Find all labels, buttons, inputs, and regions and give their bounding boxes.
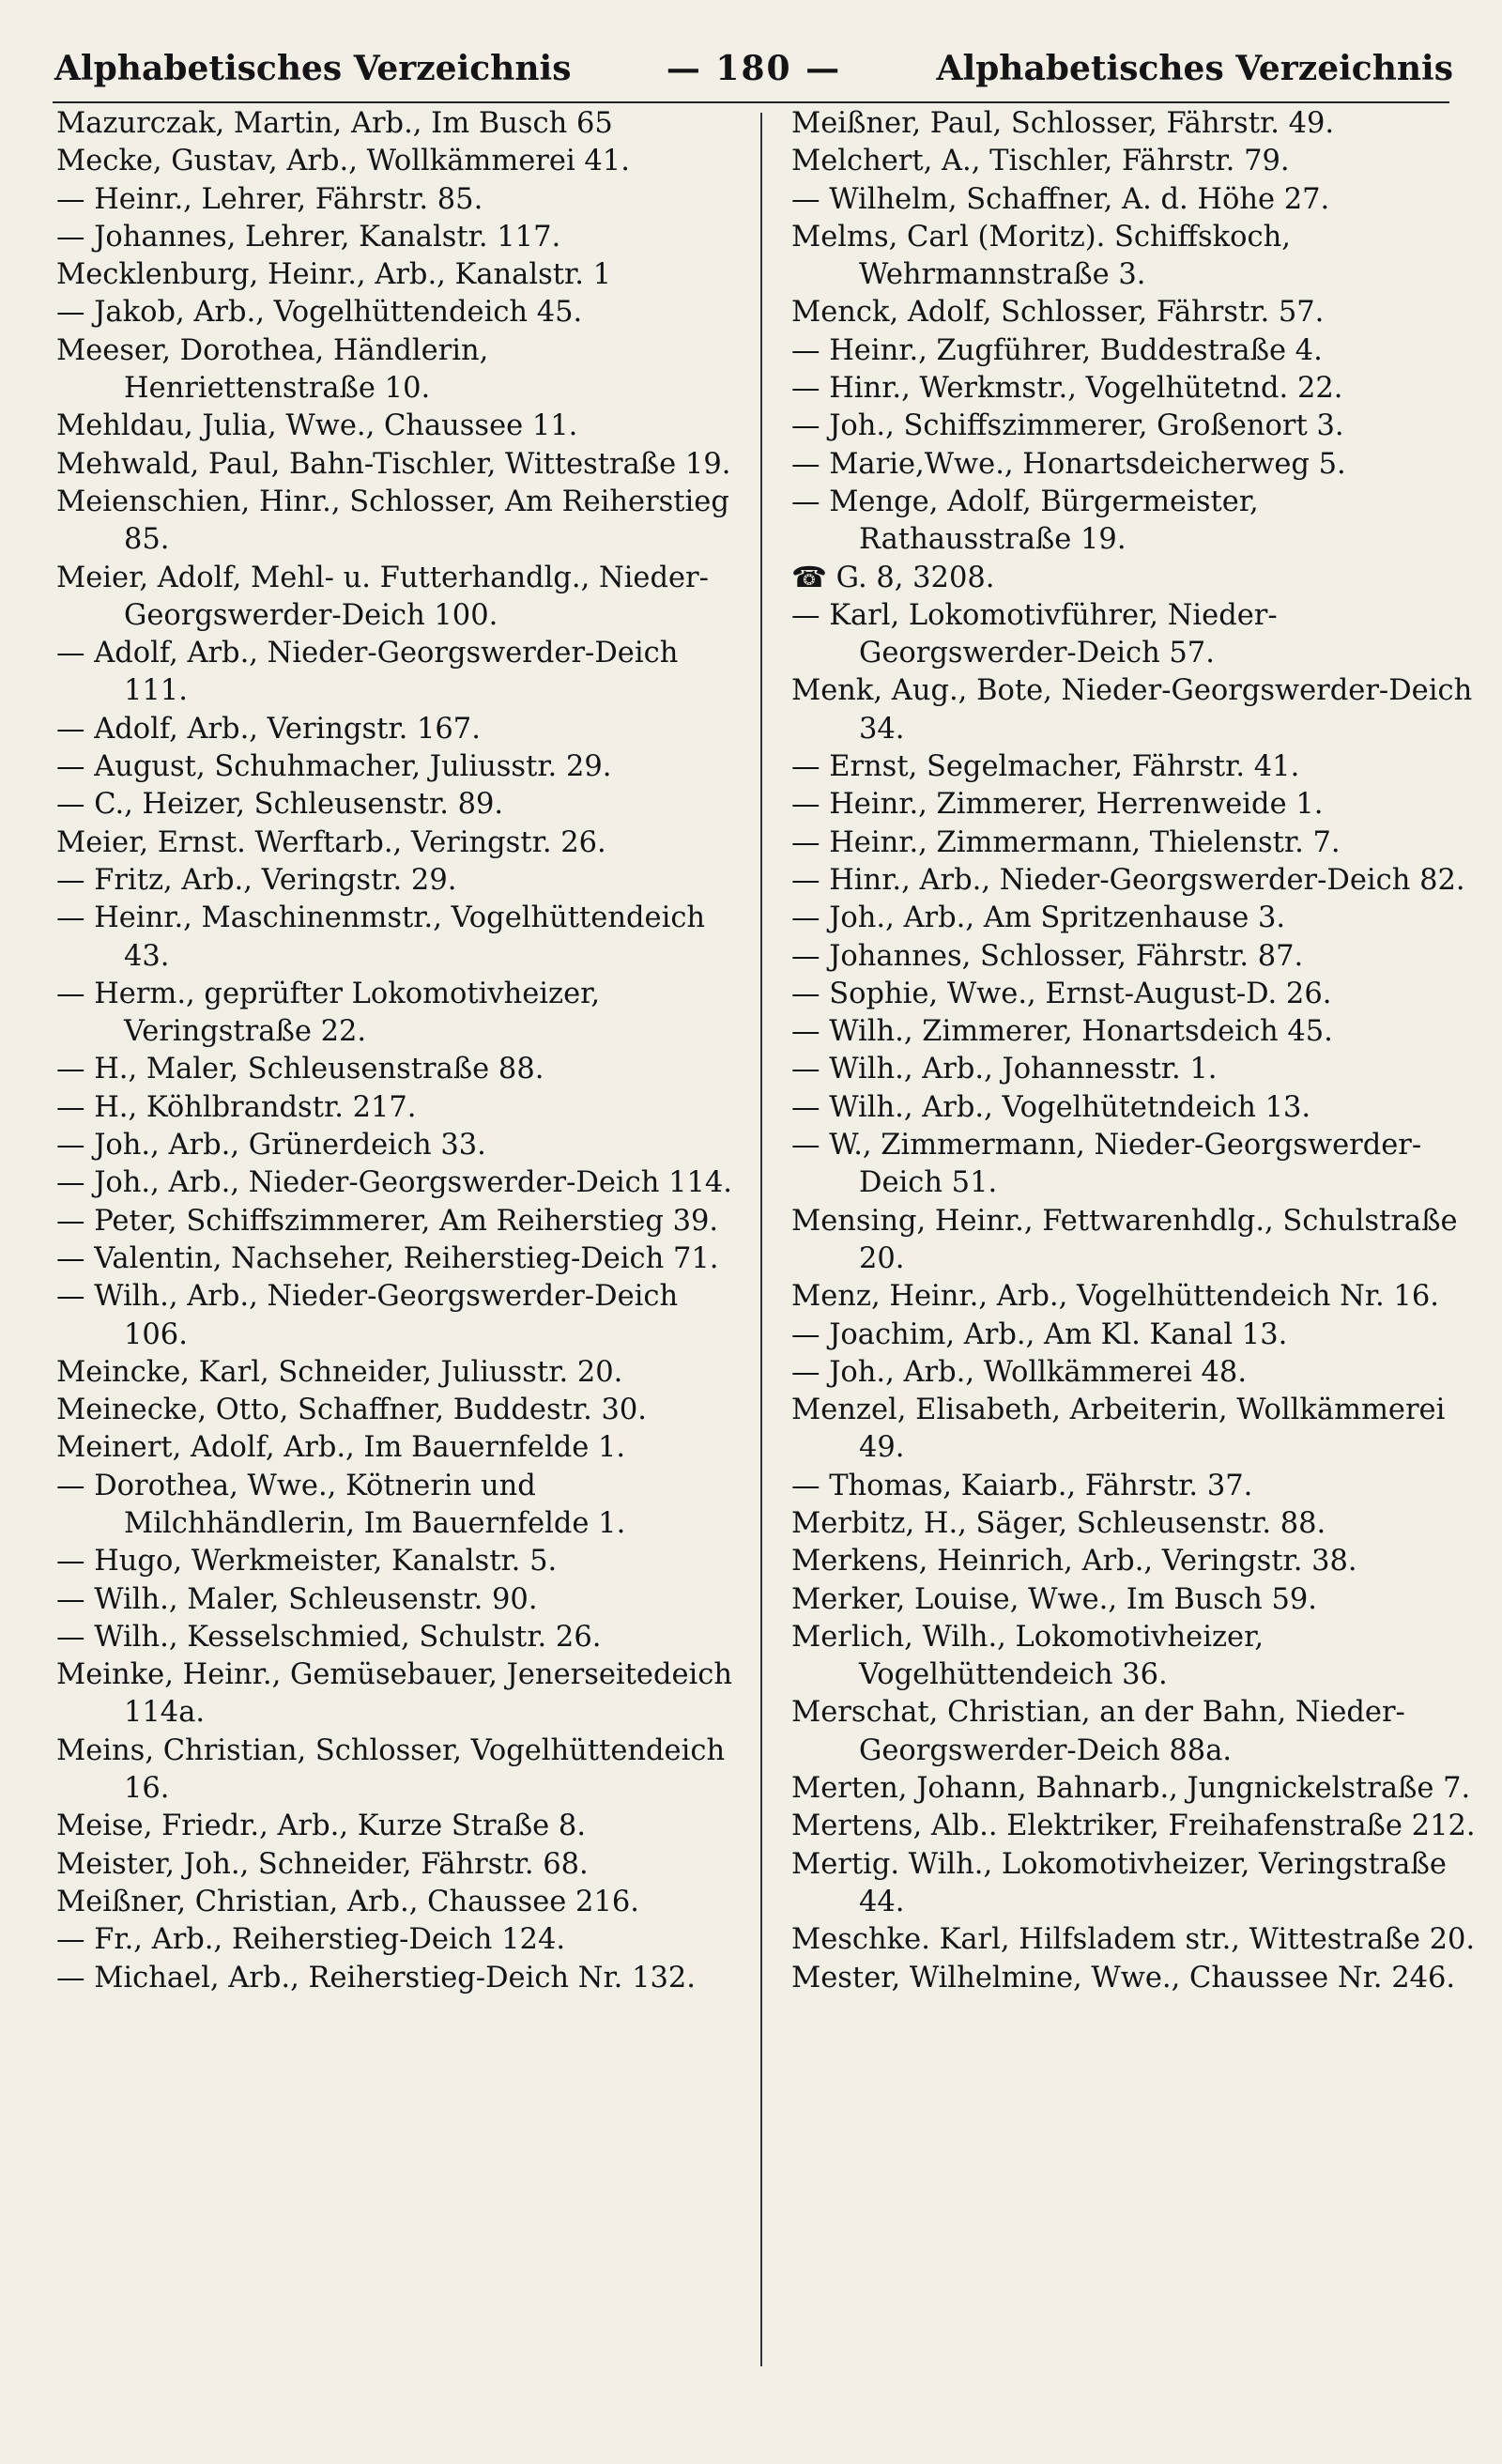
left-column — [56, 105, 742, 1997]
column-divider — [760, 113, 762, 2366]
directory-entry: — W., Zimmermann, Nieder-Georgswerder-Deich 51. — [791, 1129, 1422, 1200]
directory-entry: — Karl, Lokomotivführer, Nieder-Georgswerder-Deich 57. — [791, 598, 1278, 670]
directory-entry: — August, Schuhmacher, Juliusstr. 29. — [56, 750, 612, 784]
header-right-title: Alphabetisches Verzeichnis — [936, 49, 1453, 88]
directory-entry: Mazurczak, Martin, Arb., Im Busch 65 — [56, 107, 613, 140]
directory-entry: — Wilh., Kesselschmied, Schulstr. 26. — [56, 1620, 602, 1654]
header-divider — [53, 101, 1449, 103]
right-column — [791, 105, 1477, 1997]
directory-entry: ☎ G. 8, 3208. — [791, 561, 995, 594]
directory-entry: Merker, Louise, Wwe., Im Busch 59. — [791, 1582, 1318, 1616]
directory-entry: — Michael, Arb., Reiherstieg-Deich Nr. 132. — [56, 1961, 696, 1994]
directory-entry: Merten, Johann, Bahnarb., Jungnickelstraße 7. — [791, 1772, 1471, 1806]
directory-entry: — C., Heizer, Schleusenstr. 89. — [56, 788, 504, 822]
directory-entry: — H., Köhlbrandstr. 217. — [56, 1090, 417, 1124]
directory-entry: — Joh., Arb., Grünerdeich 33. — [56, 1129, 486, 1163]
directory-entry: — Joh., Arb., Am Spritzenhause 3. — [791, 901, 1286, 935]
directory-entry: — Peter, Schiffszimmerer, Am Reiherstieg 39. — [56, 1204, 719, 1238]
directory-entry: Mehwald, Paul, Bahn-Tischler, Wittestraße 19. — [56, 447, 731, 481]
directory-entry: Mertig. Wilh., Lokomotivheizer, Veringstraße 44. — [791, 1847, 1447, 1918]
directory-entry: — Joachim, Arb., Am Kl. Kanal 13. — [791, 1317, 1288, 1351]
directory-entry: Merbitz, H., Säger, Schleusenstr. 88. — [791, 1506, 1326, 1540]
directory-entry: — Wilh., Arb., Nieder-Georgswerder-Deich 106. — [56, 1280, 679, 1351]
directory-entry: Meinert, Adolf, Arb., Im Bauernfelde 1. — [56, 1431, 626, 1465]
directory-entry: — Fr., Arb., Reiherstieg-Deich 124. — [56, 1923, 566, 1957]
directory-entry: — Marie,Wwe., Honartsdeicherweg 5. — [791, 447, 1346, 481]
header-left-title: Alphabetisches Verzeichnis — [54, 49, 572, 88]
directory-entry: Merschat, Christian, an der Bahn, Nieder-Georgswerder-Deich 88a. — [791, 1696, 1405, 1767]
directory-entry: — Hinr., Arb., Nieder-Georgswerder-Deich 82. — [791, 863, 1465, 897]
directory-entry: — Thomas, Kaiarb., Fährstr. 37. — [791, 1469, 1253, 1502]
directory-entry: — Heinr., Maschinenmstr., Vogelhüttendeich 43. — [56, 901, 706, 973]
directory-entry: — H., Maler, Schleusenstraße 88. — [56, 1053, 544, 1086]
directory-entry: — Heinr., Zimmerer, Herrenweide 1. — [791, 788, 1324, 822]
directory-entry: — Adolf, Arb., Veringstr. 167. — [56, 712, 481, 746]
directory-entry: — Valentin, Nachseher, Reiherstieg-Deich 71. — [56, 1241, 719, 1275]
directory-entry: Meißner, Christian, Arb., Chaussee 216. — [56, 1885, 639, 1918]
directory-entry: Mecklenburg, Heinr., Arb., Kanalstr. 1 — [56, 258, 612, 292]
directory-entry: Mertens, Alb.. Elektriker, Freihafenstraße 212. — [791, 1810, 1476, 1843]
directory-entry: Meise, Friedr., Arb., Kurze Straße 8. — [56, 1810, 587, 1843]
directory-entry: Mehldau, Julia, Wwe., Chaussee 11. — [56, 409, 578, 443]
directory-entry: Meister, Joh., Schneider, Fährstr. 68. — [56, 1847, 589, 1881]
directory-entry: Menzel, Elisabeth, Arbeiterin, Wollkämmerei 49. — [791, 1394, 1446, 1465]
directory-entry: Meier, Adolf, Mehl- u. Futterhandlg., Nieder-Georgswerder-Deich 100. — [56, 561, 709, 632]
directory-entry: — Johannes, Lehrer, Kanalstr. 117. — [56, 220, 561, 254]
directory-entry: Meienschien, Hinr., Schlosser, Am Reiherstieg 85. — [56, 485, 729, 557]
directory-entry: — Wilh., Zimmerer, Honartsdeich 45. — [791, 1015, 1333, 1049]
directory-entry: Melchert, A., Tischler, Fährstr. 79. — [791, 145, 1290, 178]
directory-entry: — Adolf, Arb., Nieder-Georgswerder-Deich 111. — [56, 637, 679, 708]
directory-entry: — Herm., geprüfter Lokomotivheizer, Veringstraße 22. — [56, 977, 601, 1049]
directory-entry: Menz, Heinr., Arb., Vogelhüttendeich Nr. 16. — [791, 1280, 1439, 1314]
directory-entry: Meincke, Karl, Schneider, Juliusstr. 20. — [56, 1355, 623, 1389]
directory-entry: Menck, Adolf, Schlosser, Fährstr. 57. — [791, 296, 1325, 330]
directory-entry: — Wilhelm, Schaffner, A. d. Höhe 27. — [791, 182, 1330, 216]
directory-entry: Meier, Ernst. Werftarb., Veringstr. 26. — [56, 825, 606, 859]
directory-entry: Merlich, Wilh., Lokomotivheizer, Vogelhüttendeich 36. — [791, 1620, 1264, 1692]
directory-entry: — Fritz, Arb., Veringstr. 29. — [56, 863, 457, 897]
directory-entry: Meins, Christian, Schlosser, Vogelhüttendeich 16. — [56, 1733, 726, 1806]
directory-entry: Menk, Aug., Bote, Nieder-Georgswerder-Deich 34. — [791, 674, 1473, 746]
directory-entry: Meinecke, Otto, Schaffner, Buddestr. 30. — [56, 1394, 647, 1427]
directory-entry: — Joh., Arb., Wollkämmerei 48. — [791, 1355, 1248, 1389]
directory-entry: Mester, Wilhelmine, Wwe., Chaussee Nr. 246. — [791, 1961, 1456, 1994]
directory-entry: Melms, Carl (Moritz). Schiffskoch, Wehrmannstraße 3. — [791, 220, 1291, 292]
directory-entry: — Wilh., Maler, Schleusenstr. 90. — [56, 1582, 538, 1616]
directory-entry: — Heinr., Zugführer, Buddestraße 4. — [791, 333, 1323, 367]
page-header — [54, 39, 1453, 96]
directory-entry: — Ernst, Segelmacher, Fährstr. 41. — [791, 750, 1300, 784]
directory-entry: — Wilh., Arb., Vogelhütetndeich 13. — [791, 1090, 1311, 1124]
directory-entry: Meeser, Dorothea, Händlerin, Henriettenstraße 10. — [56, 333, 489, 406]
directory-entry: Meißner, Paul, Schlosser, Fährstr. 49. — [791, 107, 1335, 140]
directory-entry: Mecke, Gustav, Arb., Wollkämmerei 41. — [56, 145, 630, 178]
directory-entry: — Joh., Schiffszimmerer, Großenort 3. — [791, 409, 1344, 443]
directory-entry: Merkens, Heinrich, Arb., Veringstr. 38. — [791, 1545, 1357, 1578]
directory-entry: — Menge, Adolf, Bürgermeister, Rathausstraße 19. — [791, 485, 1259, 557]
directory-entry: — Heinr., Zimmermann, Thielenstr. 7. — [791, 825, 1341, 859]
directory-entry: — Hugo, Werkmeister, Kanalstr. 5. — [56, 1545, 558, 1578]
directory-entry: — Sophie, Wwe., Ernst-August-D. 26. — [791, 977, 1332, 1010]
directory-entry: — Heinr., Lehrer, Fährstr. 85. — [56, 182, 483, 216]
directory-entry: — Johannes, Schlosser, Fährstr. 87. — [791, 939, 1304, 973]
directory-entry: — Jakob, Arb., Vogelhüttendeich 45. — [56, 296, 583, 330]
directory-entry: Meschke. Karl, Hilfsladem str., Wittestraße 20. — [791, 1923, 1476, 1957]
directory-entry: — Dorothea, Wwe., Kötnerin und Milchhändlerin, Im Bauernfelde 1. — [56, 1469, 626, 1540]
page-number: — 180 — — [666, 49, 842, 88]
directory-entry: Meinke, Heinr., Gemüsebauer, Jenerseitedeich 114a. — [56, 1658, 733, 1730]
directory-entry: — Wilh., Arb., Johannesstr. 1. — [791, 1053, 1218, 1086]
directory-entry: Mensing, Heinr., Fettwarenhdlg., Schulstraße 20. — [791, 1204, 1458, 1275]
directory-entry: — Joh., Arb., Nieder-Georgswerder-Deich 114. — [56, 1166, 732, 1200]
directory-entry: — Hinr., Werkmstr., Vogelhütetnd. 22. — [791, 372, 1343, 406]
